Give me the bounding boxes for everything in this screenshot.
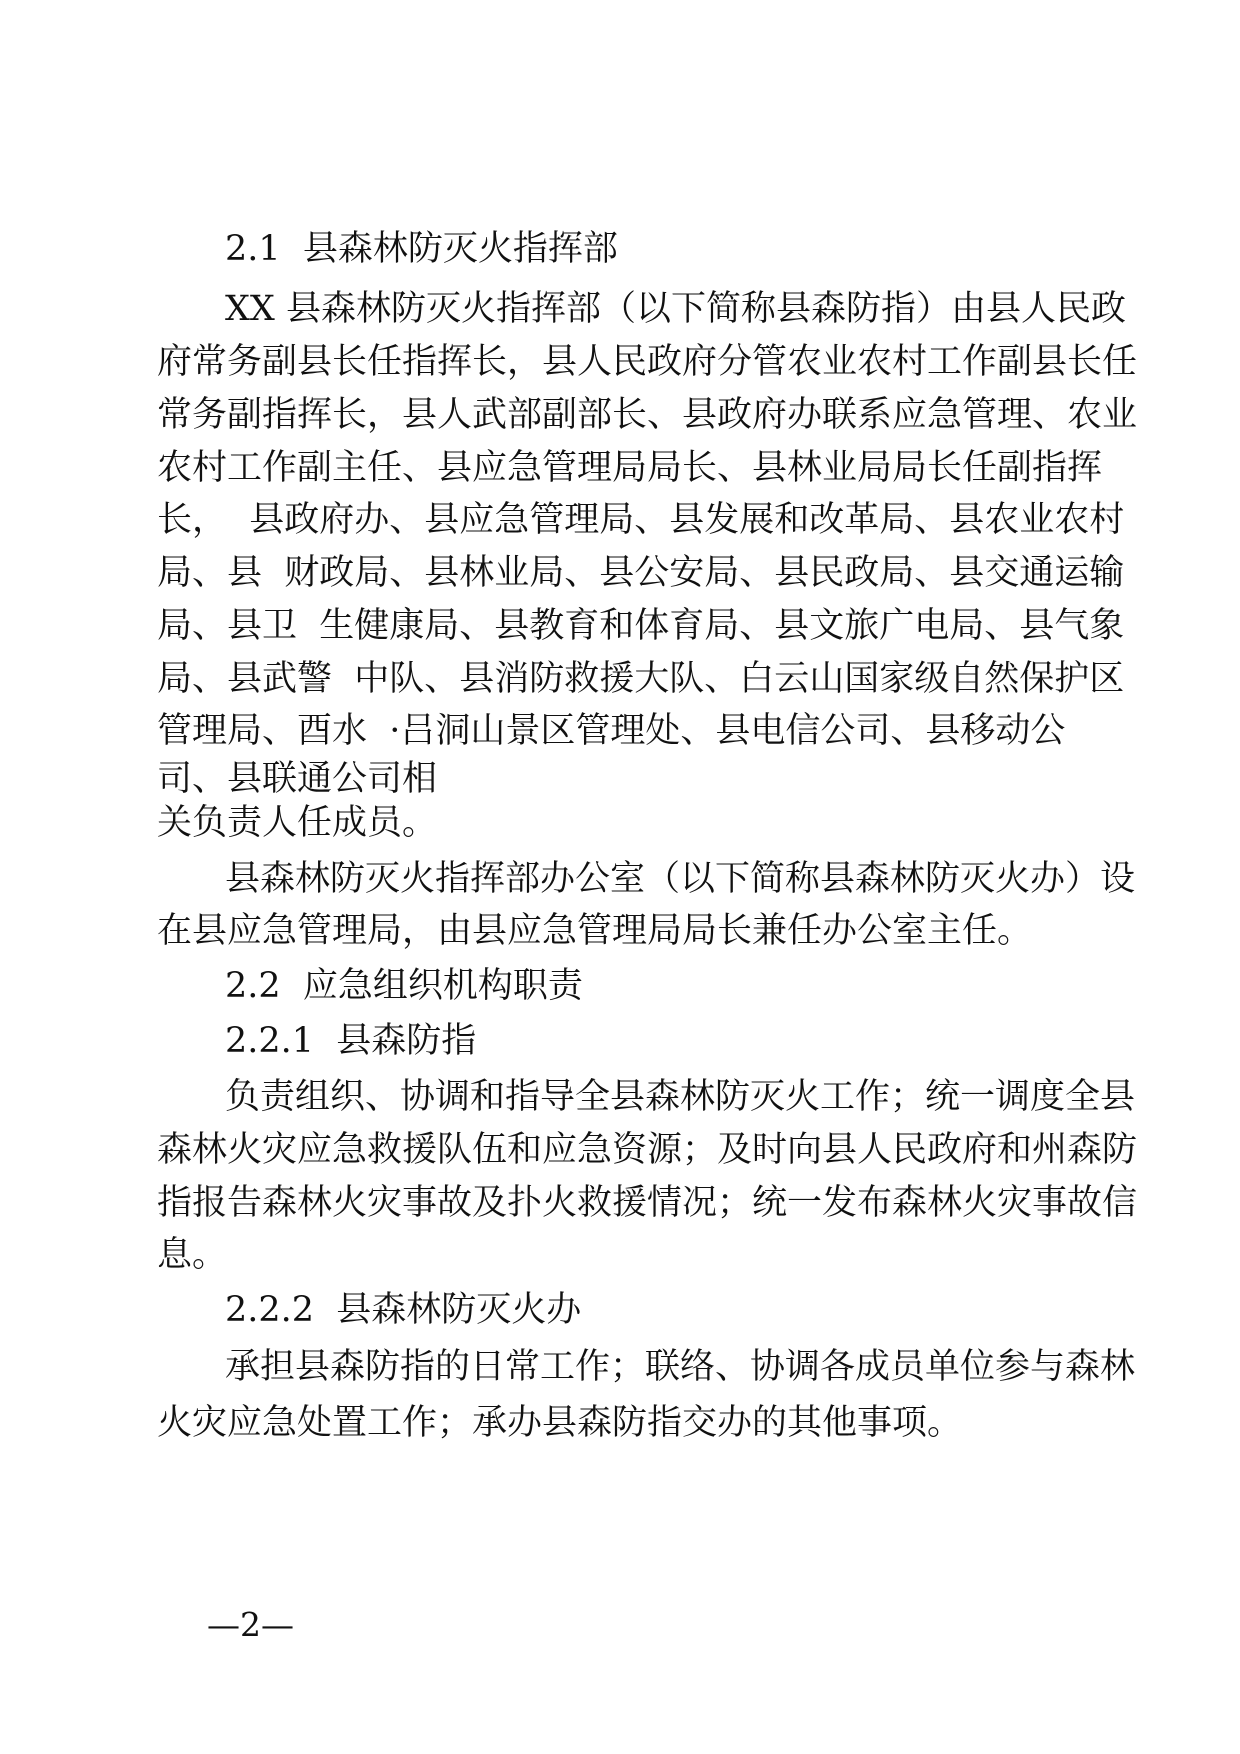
paragraph-line: 局、县 财政局、县林业局、县公安局、县民政局、县交通运输 <box>157 553 1125 593</box>
subsection-heading-2-2-2: 2.2.2 县森林防灭火办 <box>225 1290 582 1330</box>
paragraph-line: 指报告森林火灾事故及扑火救援情况；统一发布森林火灾事故信 <box>157 1183 1138 1223</box>
paragraph-line: 局、县武警 中队、县消防救援大队、白云山国家级自然保护区 <box>157 659 1125 699</box>
paragraph-line: 息。 <box>157 1235 228 1275</box>
paragraph-line: 在县应急管理局，由县应急管理局局长兼任办公室主任。 <box>157 911 1033 951</box>
paragraph-line: 府常务副县长任指挥长，县人民政府分管农业农村工作副县长任 <box>157 342 1138 382</box>
paragraph-line: 负责组织、协调和指导全县森林防灭火工作；统一调度全县 <box>225 1077 1136 1117</box>
paragraph-line: XX 县森林防灭火指挥部（以下简称县森防指）由县人民政 <box>225 289 1126 329</box>
page-number: —2— <box>207 1605 294 1644</box>
subsection-heading-2-2-1: 2.2.1 县森防指 <box>225 1021 477 1061</box>
paragraph-line: 火灾应急处置工作；承办县森防指交办的其他事项。 <box>157 1403 963 1443</box>
paragraph-line: 局、县卫 生健康局、县教育和体育局、县文旅广电局、县气象 <box>157 606 1125 646</box>
paragraph-line: 关负责人任成员。 <box>157 803 438 843</box>
section-heading-2-2: 2.2 应急组织机构职责 <box>225 966 583 1006</box>
paragraph-line: 农村工作副主任、县应急管理局局长、县林业局局长任副指挥 <box>157 448 1103 488</box>
paragraph-line: 司、县联通公司相 <box>157 759 438 799</box>
section-heading-2-1: 2.1 县森林防灭火指挥部 <box>225 229 618 269</box>
paragraph-line: 管理局、酉水 ·吕洞山景区管理处、县电信公司、县移动公 <box>157 711 1066 751</box>
paragraph-line: 承担县森防指的日常工作；联络、协调各成员单位参与森林 <box>225 1347 1136 1387</box>
paragraph-line: 森林火灾应急救援队伍和应急资源；及时向县人民政府和州森防 <box>157 1130 1138 1170</box>
paragraph-line: 县森林防灭火指挥部办公室（以下简称县森林防灭火办）设 <box>225 859 1136 899</box>
paragraph-line: 长， 县政府办、县应急管理局、县发展和改革局、县农业农村 <box>157 500 1125 540</box>
paragraph-line: 常务副指挥长，县人武部副部长、县政府办联系应急管理、农业 <box>157 395 1138 435</box>
